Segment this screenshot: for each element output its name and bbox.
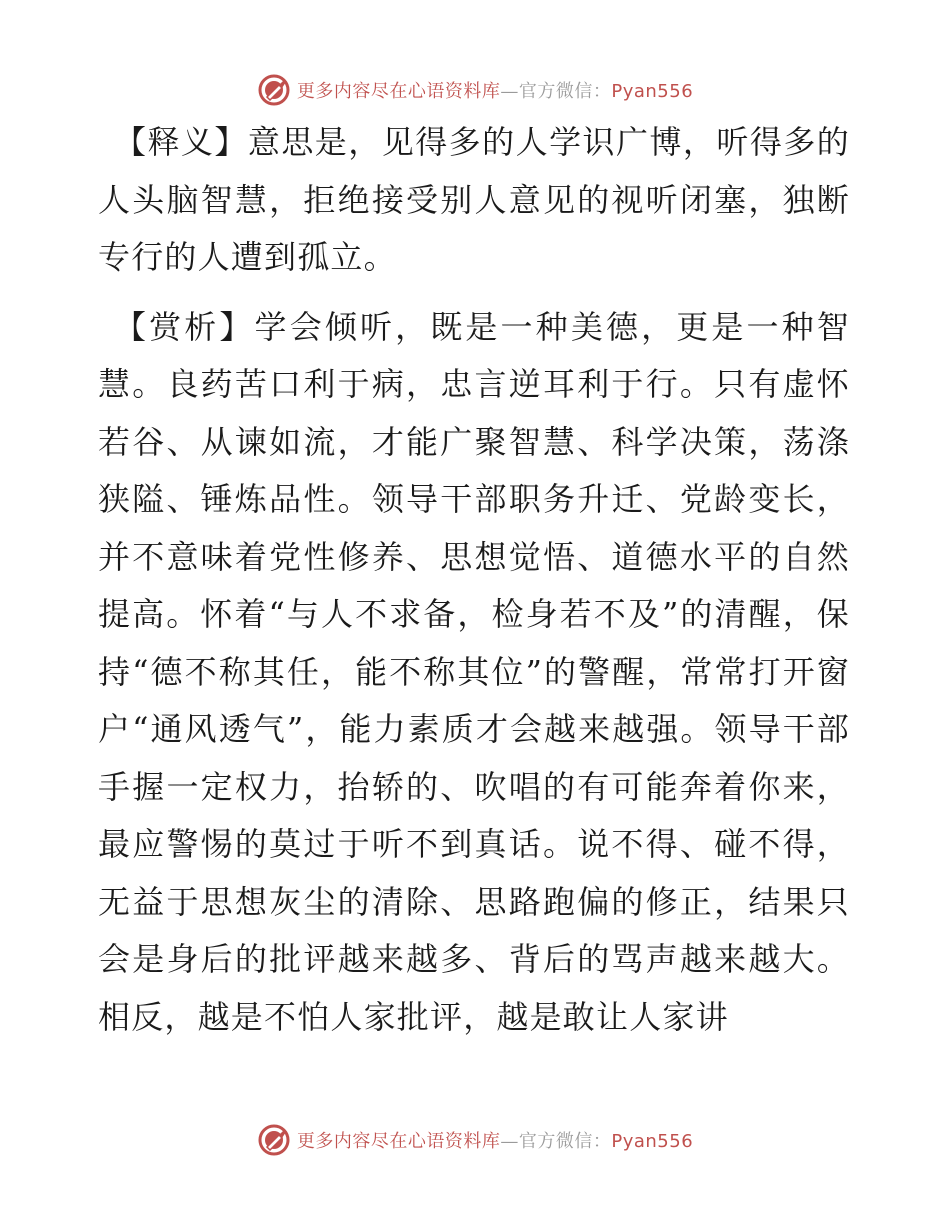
document-body (98, 114, 850, 1058)
banner-site-name: 更多内容尽在心语资料库 (296, 1131, 501, 1152)
banner-wechat-id: Pyan556 (611, 81, 694, 102)
pen-nib-logo-icon (257, 73, 291, 107)
paragraph-analysis: 【赏析】学会倾听，既是一种美德，更是一种智慧。良药苦口利于病，忠言逆耳利于行。只有虚怀若谷、从谏如流，才能广聚智慧、科学决策，荡涤狭隘、锤炼品性。领导干部职务升迁、党龄变长，并不意味着党性修养、思想觉悟、道德水平的自然提高。怀着“与人不求备，检身若不及”的清醒，保持“德不称其任，能不称其位”的警醒，常常打开窗户“通风透气”，能力素质才会越来越强。领导干部手握一定权力，抬轿的、吹唱的有可能奔着你来，最应警惕的莫过于听不到真话。说不得、碰不得，无益于思想灰尘的清除、思路跑偏的修正，结果只会是身后的批评越来越多、背后的骂声越来越大。相反，越是不怕人家批评，越是敢让人家讲 (98, 307, 850, 1036)
header-banner (0, 70, 950, 110)
banner-text (297, 1127, 693, 1153)
banner-dash: — (500, 1131, 519, 1152)
banner-wechat-label: 官方微信： (518, 81, 612, 102)
paragraph-definition: 【释义】意思是，见得多的人学识广博，听得多的人头脑智慧，拒绝接受别人意见的视听闭塞，独断专行的人遭到孤立。 (98, 123, 850, 276)
banner-dash: — (500, 81, 519, 102)
banner-wechat-label: 官方微信： (518, 1131, 612, 1152)
footer-banner (0, 1120, 950, 1160)
banner-site-name: 更多内容尽在心语资料库 (296, 81, 501, 102)
banner-text (297, 77, 693, 103)
pen-nib-logo-icon (257, 1123, 291, 1157)
banner-wechat-id: Pyan556 (611, 1131, 694, 1152)
